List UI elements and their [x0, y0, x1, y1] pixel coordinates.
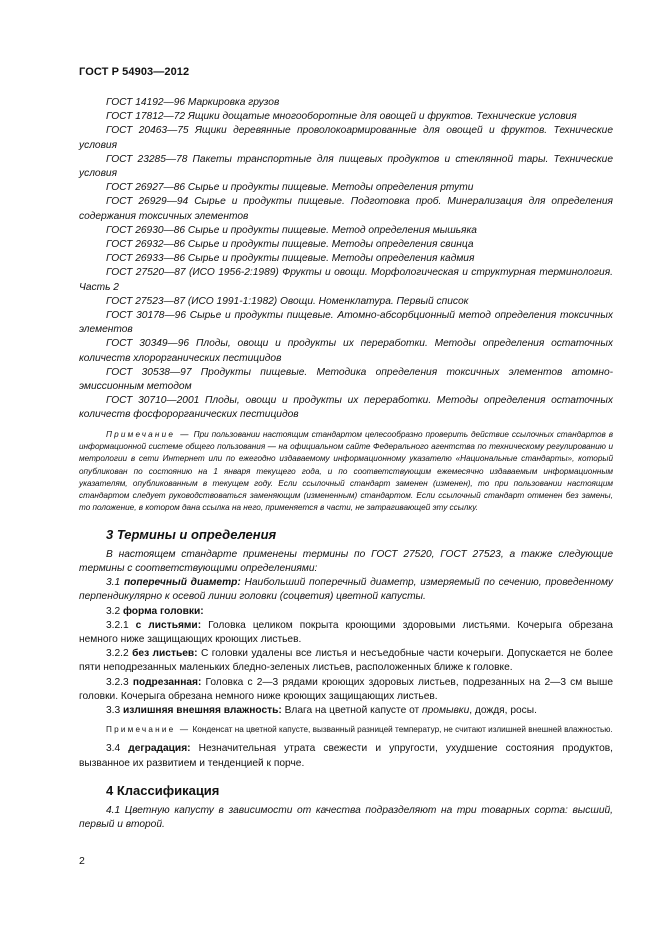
term-number: 3.4	[106, 743, 121, 755]
term-name: форма головки:	[123, 605, 204, 617]
reference-item: ГОСТ 23285—78 Пакеты транспортные для пищевых продуктов и стеклянной тары. Технические условия	[79, 153, 613, 180]
term-name: поперечный диаметр:	[123, 577, 241, 589]
reference-item: ГОСТ 26927—86 Сырье и продукты пищевые. Методы определения ртути	[106, 182, 474, 194]
reference-item: ГОСТ 30178—96 Сырье и продукты пищевые. Атомно-абсорбционный метод определения токсичных элементов	[79, 310, 613, 336]
term-name: излишняя внешняя влажность:	[123, 704, 282, 716]
page-number: 2	[79, 855, 85, 867]
term-number: 3.2	[106, 605, 121, 617]
term-number: 3.1	[106, 577, 121, 589]
note-humidity	[79, 724, 613, 736]
term-3-3	[79, 704, 613, 718]
reference-item: ГОСТ 26932—86 Сырье и продукты пищевые. Методы определения свинца	[106, 239, 474, 251]
normative-references-list	[79, 96, 613, 423]
term-name: без листьев:	[132, 648, 198, 660]
term-definition-end: , дождя, росы.	[469, 704, 537, 716]
note-label: Примечание —	[106, 725, 191, 735]
term-number: 3.2.2	[106, 648, 129, 660]
page-header: ГОСТ Р 54903—2012	[79, 66, 190, 78]
reference-item: ГОСТ 30710—2001 Плоды, овощи и продукты их переработки. Методы определения остаточных количеств фосфорорганических пестицидов	[79, 395, 613, 421]
paragraph-4-1: 4.1 Цветную капусту в зависимости от качества подразделяют на три товарных сорта: высший, первый и второй.	[79, 804, 613, 831]
section-3-heading: 3 Термины и определения	[106, 526, 277, 542]
reference-item: ГОСТ 27523—87 (ИСО 1991-1:1982) Овощи. Номенклатура. Первый список	[106, 295, 469, 307]
term-number: 3.2.1	[106, 619, 129, 631]
reference-item: ГОСТ 14192—96 Маркировка грузов	[106, 97, 280, 108]
term-3-1	[79, 576, 613, 604]
section-3-intro: В настоящем стандарте применены термины по ГОСТ 27520, ГОСТ 27523, а также следующие термины с соответствующими определениями:	[79, 548, 613, 574]
reference-item: ГОСТ 30538—97 Продукты пищевые. Методика определения токсичных элементов атомно-эмиссионным методом	[79, 366, 613, 393]
reference-item: ГОСТ 26929—94 Сырье и продукты пищевые. Подготовка проб. Минерализация для определения содержания токсичных элементов	[79, 196, 613, 222]
page-content	[79, 96, 613, 832]
term-3-4	[79, 742, 613, 770]
term-definition-italic: промывки	[422, 704, 470, 716]
reference-item: ГОСТ 26930—86 Сырье и продукты пищевые. Метод определения мышьяка	[106, 224, 477, 236]
section-4-heading: 4 Классификация	[106, 782, 220, 798]
reference-item: ГОСТ 30349—96 Плоды, овощи и продукты их переработки. Методы определения остаточных количеств хлорорганических пестицидов	[79, 338, 613, 364]
note-text: При пользовании настоящим стандартом целесообразно проверить действие ссылочных стандартов в информационной системе общего пользования — на официальном сайте Федерального агентства по техническому регулированию и метрологии в сети Интернет или по ежегодно издаваемому информационному указателю «Национальные стандарты», который опубликован по состоянию на 1 января текущего года, и по соответствующим ежемесячно издаваемым информационным указателям, опубликованным в текущем году. Если ссылочный стандарт заменен (изменен), то при пользовании настоящим стандартом следует руководствоваться заменяющим (измененным) стандартом. Если ссылочный стандарт отменен без замены, то положение, в котором дана ссылка на него, применяется в части, не затрагивающей эту ссылку.	[79, 429, 613, 513]
term-definition: С головки удалены все листья и несъедобные части кочерыги. Допускается не более пяти неподрезанных маленьких бледно-зеленых листьев, расположенных ближе к головке.	[79, 648, 613, 674]
reference-item: ГОСТ 20463—75 Ящики деревянные проволокоармированные для овощей и фруктов. Технические условия	[79, 125, 613, 151]
note-text: Конденсат на цветной капусте, вызванный разницей температур, не считают излишней внешней влажностью.	[192, 725, 613, 735]
term-name: с листьями:	[135, 619, 202, 631]
term-definition: Влага на цветной капусте от	[284, 704, 420, 716]
term-name: подрезанная:	[132, 676, 202, 688]
term-number: 3.3	[106, 704, 121, 716]
term-3-2-3	[79, 676, 613, 704]
term-number: 3.2.3	[106, 676, 129, 688]
reference-item: ГОСТ 17812—72 Ящики дощатые многооборотные для овощей и фруктов. Технические условия	[106, 111, 577, 123]
reference-item: ГОСТ 26933—86 Сырье и продукты пищевые. Методы определения кадмия	[106, 253, 475, 265]
term-3-2	[79, 605, 613, 619]
term-name: деградация:	[128, 743, 191, 755]
note-label: Примечание —	[106, 429, 191, 439]
term-definition: Головка целиком покрыта кроющими здоровыми листьями. Кочерыга обрезана немного ниже защищающих кроющих листьев.	[79, 619, 613, 645]
term-definition: Наибольший поперечный диаметр, измеряемый по сечению, проведенному перпендикулярно к осевой линии головки (соцветия) цветной капусты.	[79, 577, 613, 603]
note-references	[79, 429, 613, 515]
term-3-2-1	[79, 619, 613, 647]
term-definition: Незначительная утрата свежести и упругости, ухудшение состояния продуктов, вызванное их развитием и тенденцией к порче.	[79, 743, 613, 769]
term-3-2-2	[79, 647, 613, 675]
reference-item: ГОСТ 27520—87 (ИСО 1956-2:1989) Фрукты и овощи. Морфологическая и структурная терминология. Часть 2	[79, 267, 613, 293]
term-definition: Головка с 2—3 рядами кроющих здоровых листьев, подрезанных на 2—3 см выше головки. Кочерыга обрезана немного ниже кроющих защищающих листьев.	[79, 676, 613, 702]
